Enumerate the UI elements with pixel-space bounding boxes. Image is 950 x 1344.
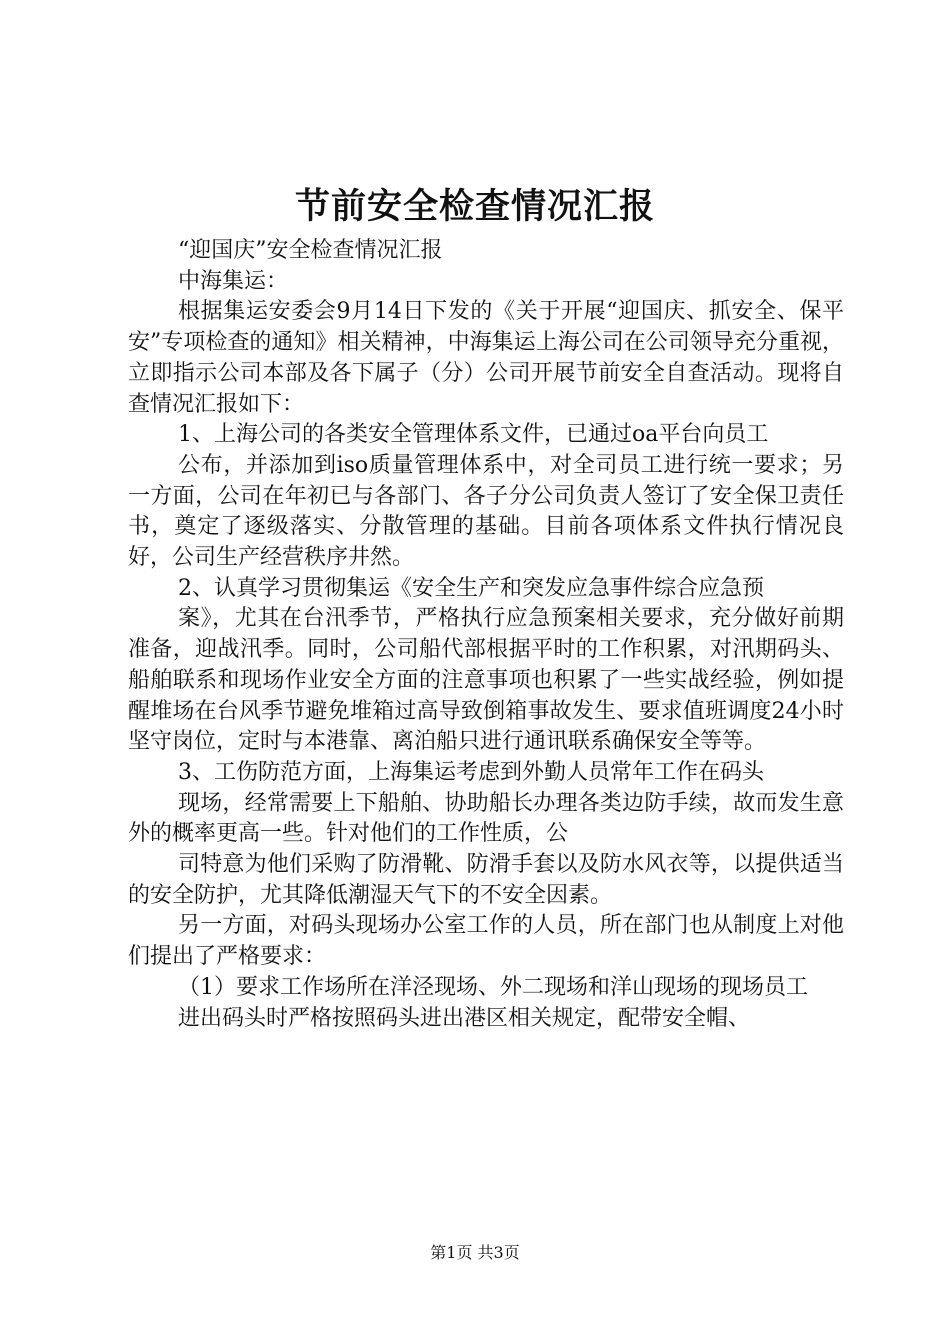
item-1-heading: 1、上海公司的各类安全管理体系文件，已通过oa平台向员工 bbox=[178, 422, 769, 448]
salutation-paragraph: 中海集运： bbox=[178, 268, 289, 294]
intro-paragraph: 根据集运安委会9月14日下发的《关于开展“迎国庆、抓安全、保平安”专项检查的通知》相关精神，中海集运上海公司在公司领导充分重视，立即指示公司本部及各下属子（分）公司开展节前安全自查活动。现将自查情况汇报如下： bbox=[128, 299, 844, 417]
document-title: 节前安全检查情况汇报 bbox=[294, 186, 655, 227]
item-3-paragraph-b: 司特意为他们采购了防滑靴、防滑手套以及防水风衣等，以提供适当的安全防护，尤其降低潮湿天气下的不安全因素。 bbox=[128, 852, 844, 908]
item-3-heading: 3、工伤防范方面，上海集运考虑到外勤人员常年工作在码头 bbox=[178, 759, 764, 785]
item-1-paragraph: 公布，并添加到iso质量管理体系中，对全司员工进行统一要求；另一方面，公司在年初已与各部门、各子分公司负责人签订了安全保卫责任书，奠定了逐级落实、分散管理的基础。目前各项体系文件执行情况良好，公司生产经营秩序井然。 bbox=[128, 452, 844, 571]
document-body bbox=[128, 236, 844, 1034]
item-3-paragraph-a: 现场，经常需要上下船舶、协助船长办理各类边防手续，故而发生意外的概率更高一些。针对他们的工作性质，公 bbox=[128, 790, 844, 847]
item-3-paragraph-c: 另一方面，对码头现场办公室工作的人员，所在部门也从制度上对他们提出了严格要求： bbox=[128, 913, 844, 970]
subtitle-paragraph: “迎国庆”安全检查情况汇报 bbox=[178, 238, 443, 263]
subitem-1-paragraph: 进出码头时严格按照码头进出港区相关规定，配带安全帽、 bbox=[178, 1005, 751, 1031]
item-2-heading: 2、认真学习贯彻集运《安全生产和突发应急事件综合应急预 bbox=[178, 575, 764, 601]
page-footer: 第1页 共3页 bbox=[430, 1243, 520, 1262]
item-2-paragraph: 案》，尤其在台汛季节，严格执行应急预案相关要求，充分做好前期准备，迎战汛季。同时，公司船代部根据平时的工作积累，对汛期码头、船舶联系和现场作业安全方面的注意事项也积累了一些实战经验，例如提醒堆场在台风季节避免堆箱过高导致倒箱事故发生、要求值班调度24小时坚守岗位，定时与本港靠、离泊船只进行通讯联系确保安全等等。 bbox=[128, 606, 844, 755]
subitem-1-heading: （1）要求工作场所在洋泾现场、外二现场和洋山现场的现场员工 bbox=[178, 974, 808, 1000]
